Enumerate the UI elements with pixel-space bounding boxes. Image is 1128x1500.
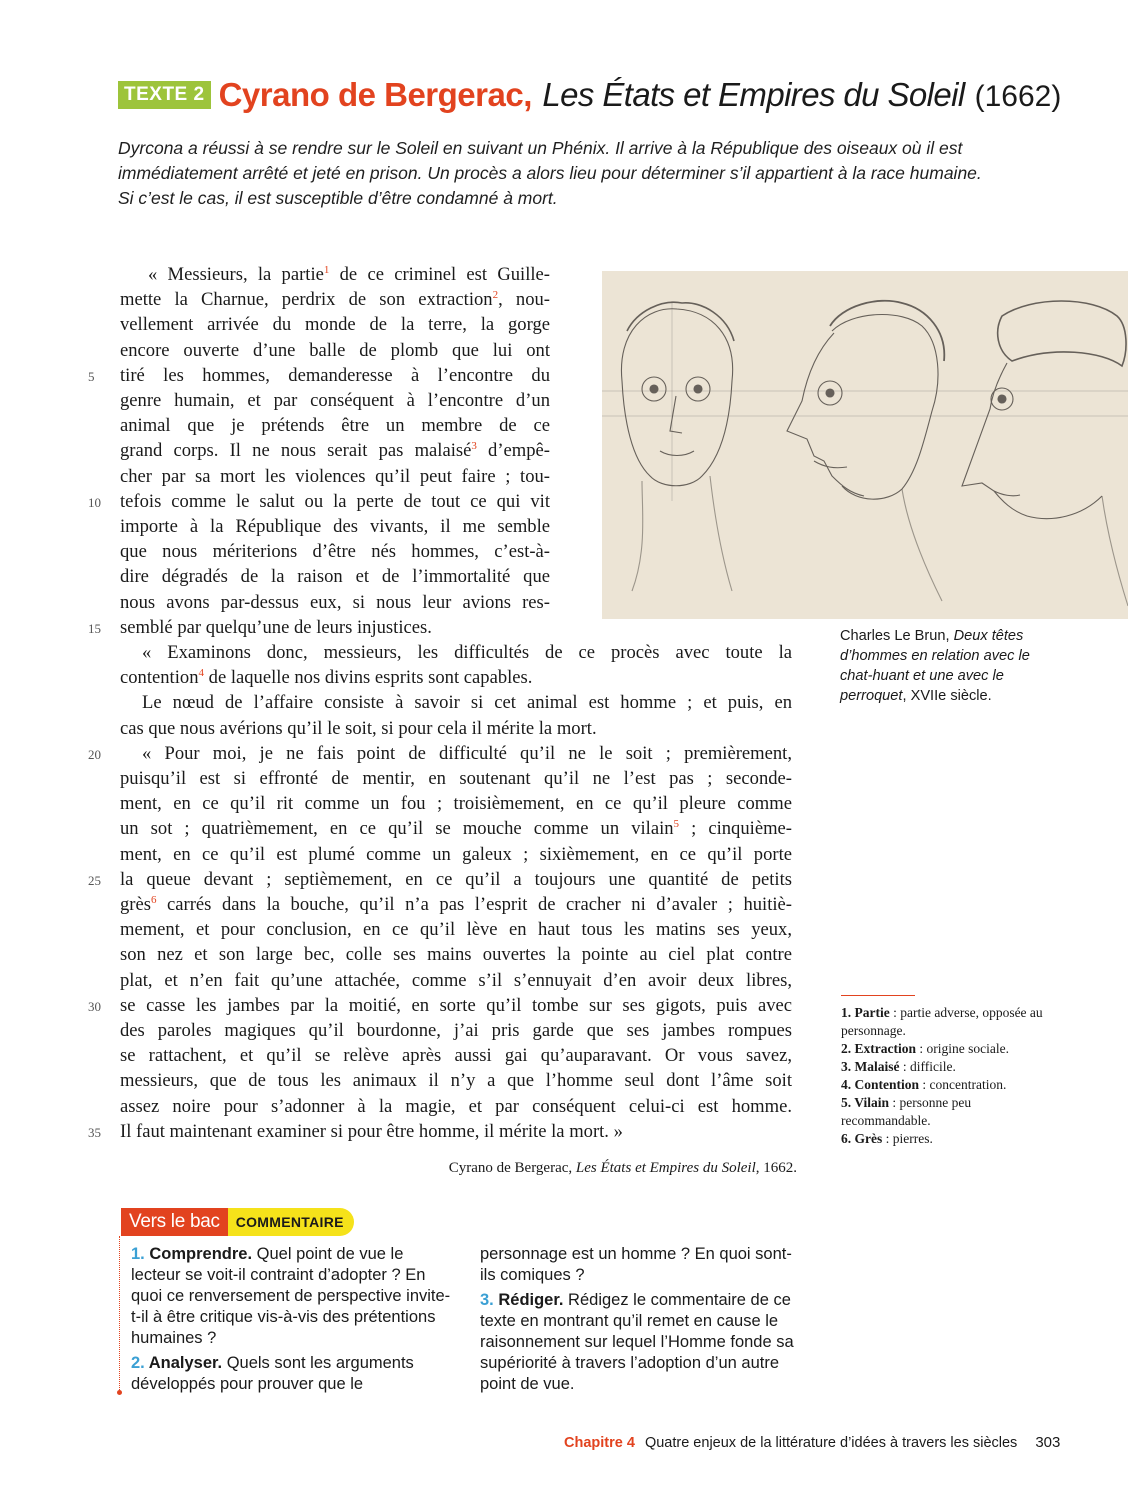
text-line: [120, 539, 550, 564]
text-line: [120, 1068, 792, 1093]
text-line: [120, 312, 550, 337]
text-line: [120, 1018, 792, 1043]
title-work: Les États et Empires du Soleil: [542, 76, 965, 113]
text-segment: la queue devant ; septièmement, en ce qu’il a toujours une quantité de petits: [120, 868, 792, 890]
text-line: [120, 464, 550, 489]
text-segment: « Messieurs, la partie: [148, 264, 324, 285]
text-line: [120, 665, 532, 690]
line-number: 10: [88, 494, 101, 510]
source-citation: Cyrano de Bergerac, Les États et Empires du Soleil, 1662.: [448, 1160, 797, 1176]
text-segment: puisqu’il est si effronté de mentir, en soutenant qu’il ne l’est pas ; seconde-: [120, 768, 792, 789]
text-segment: cher par sa mort les violences qu’il peut faire ; tou-: [120, 465, 550, 487]
footnote: 4. Contention : concentration.: [841, 1077, 1007, 1092]
text-line: [142, 741, 792, 766]
text-line: [120, 1119, 623, 1144]
footnote-ref: 4: [198, 667, 204, 679]
text-segment: son nez et son large bec, colle ses mains ouvertes la pointe au ciel plat contre: [120, 944, 792, 966]
footnote: 2. Extraction : origine sociale.: [841, 1041, 1009, 1056]
text-segment: cas que nous avérions qu’il le soit, si pour cela il mérite la mort.: [120, 717, 597, 739]
text-line: [120, 413, 550, 438]
text-segment: « Examinons donc, messieurs, les difficultés de ce procès avec toute la: [142, 642, 792, 663]
text-line: [120, 338, 550, 363]
line-number: 25: [88, 872, 101, 888]
text-segment: de laquelle nos divins esprits sont capables.: [204, 667, 533, 689]
text-line: [148, 262, 550, 287]
text-segment: grès: [120, 894, 151, 915]
text-line: [120, 816, 792, 841]
text-segment: semblé par quelqu’une de leurs injustices.: [120, 616, 432, 638]
text-header: [118, 76, 1062, 126]
text-line: [120, 363, 550, 388]
line-number: 30: [88, 998, 101, 1014]
text-segment: tiré les hommes, demanderesse à l’encontre du: [120, 364, 550, 386]
text-segment: plat, et n’en fait qu’une attachée, comme s’il s’ennuyait d’en avoir deux libres,: [120, 969, 792, 991]
text-segment: carrés dans la bouche, qu’il n’a pas l’esprit de cracher ni d’avaler ; huitiè-: [156, 894, 792, 915]
question-2: 2. Analyser. Quels sont les arguments développés pour prouver que le: [131, 1354, 414, 1393]
footnote-ref: 3: [471, 440, 477, 453]
text-line: [120, 842, 792, 867]
text-segment: « Pour moi, je ne fais point de difficulté qu’il ne le soit ; premièrement,: [142, 742, 792, 764]
bac-label: Vers le bac: [121, 1208, 228, 1236]
text-segment: des paroles magiques qu’il bourdonne, j’ai pris garde que ses jambes rompues: [120, 1020, 792, 1041]
text-segment: Il faut maintenant examiner si pour être homme, il mérite la mort. »: [120, 1120, 623, 1142]
text-line: [120, 564, 550, 589]
footnote: 6. Grès : pierres.: [841, 1131, 933, 1146]
text-segment: vellement arrivée du monde de la terre, la gorge: [120, 314, 550, 336]
bac-rule: [119, 1236, 121, 1394]
footer-title: Quatre enjeux de la littérature d’idées à travers les siècles: [644, 1435, 1018, 1451]
text-line: [120, 766, 792, 791]
text-line: [142, 640, 792, 665]
text-segment: nous avons par-dessus eux, si nous leur avions res-: [120, 591, 550, 613]
text-segment: ment, en ce qu’il rit comme un fou ; troisièmement, en ce qu’il pleure comme: [120, 793, 792, 815]
line-number: 5: [88, 368, 95, 384]
line-number: 20: [88, 746, 101, 762]
text-segment: dire dégradés de la raison et de l’immortalité que: [120, 566, 550, 588]
footnote-ref: 2: [492, 289, 499, 301]
text-segment: que nous mériterions d’être nés hommes, c’est-à-: [120, 541, 550, 563]
text-line: [120, 590, 550, 615]
bac-column-1: [131, 1244, 451, 1399]
bac-column-2: [480, 1244, 800, 1399]
notes-divider: [841, 995, 915, 996]
footnote: 1. Partie : partie adverse, opposée au personnage.: [841, 1005, 1043, 1038]
text-segment: un sot ; quatrièmement, en ce qu’il se mouche comme un vilain: [120, 818, 674, 840]
text-segment: d’empê-: [476, 440, 550, 462]
text-segment: importe à la République des vivants, il me semble: [120, 516, 550, 537]
question-2-continued: personnage est un homme ? En quoi sont-ils comiques ?: [480, 1245, 792, 1284]
text-segment: contention: [120, 667, 199, 689]
footnote: 3. Malaisé : difficile.: [841, 1059, 956, 1074]
text-segment: animal que je prétends être un membre de ce: [120, 415, 550, 437]
caption-century: , XVIIe siècle.: [902, 688, 992, 704]
text-segment: encore ouverte d’une balle de plomb que lui ont: [120, 339, 550, 361]
text-line: [120, 615, 432, 640]
footnote-ref: 5: [673, 818, 680, 831]
line-number: 15: [88, 620, 101, 636]
bac-tag: COMMENTAIRE: [228, 1208, 354, 1236]
footnote: 5. Vilain : personne peu recommandable.: [841, 1095, 972, 1128]
title-year: (1662): [974, 80, 1062, 113]
illustration-le-brun-heads: [602, 271, 1128, 619]
text-segment: assez noire pour s’adonner à la magie, et par conséquent celui-ci est homme.: [120, 1095, 792, 1117]
text-line: [120, 791, 792, 816]
text-segment: ment, en ce qu’il est plumé comme un galeux ; sixièmement, en ce qu’il porte: [120, 843, 792, 865]
text-line: [120, 489, 550, 514]
text-line: [120, 917, 792, 942]
text-segment: mement, et pour conclusion, en ce qu’il lève en haut tous les matins ses yeux,: [120, 919, 792, 941]
text-segment: se rattachent, et qu’il se relève après aussi gai qu’auparavant. Or vous savez,: [120, 1045, 792, 1067]
footnotes: [841, 1004, 1056, 1148]
text-line: [120, 942, 792, 967]
vers-le-bac-header: [121, 1208, 354, 1236]
text-segment: grand corps. Il ne nous serait pas malaisé: [120, 440, 472, 462]
text-line: [120, 993, 792, 1018]
title-author: Cyrano de Bergerac: [218, 76, 524, 113]
text-line: [120, 388, 550, 413]
text-line: [142, 690, 792, 715]
text-segment: Le nœud de l’affaire consiste à savoir si cet animal est homme ; et puis, en: [142, 692, 792, 714]
intro-paragraph: Dyrcona a réussi à se rendre sur le Soleil en suivant un Phénix. Il arrive à la République des oiseaux où il est immédiatement arrêté et jeté en prison. Un procès a alors lieu pour déterminer s’il appartient à la race humaine. Si c’est le cas, il est susceptible d’être condamné à mort.: [118, 138, 982, 208]
text-line: [120, 867, 792, 892]
page-footer: [564, 1434, 1060, 1451]
text-line: [120, 514, 550, 539]
bac-dot: [117, 1390, 122, 1395]
text-segment: se casse les jambes par la moitié, en sorte qu’il tombe sur ses gigots, puis avec: [120, 994, 792, 1016]
text-line: [120, 1094, 792, 1119]
question-3: 3. Rédiger. Rédigez le commentaire de ce texte en montrant qu’il remet en cause le raisonnement sur lequel l’Homme fonde sa supériorité à travers l’adoption d’un autre point de vue.: [480, 1291, 794, 1393]
footnote-ref: 6: [150, 893, 157, 906]
text-segment: messieurs, que de tous les animaux il n’y a que l’homme seul dont l’âme soit: [120, 1070, 792, 1092]
text-segment: , nou-: [498, 289, 550, 311]
illustration-caption: [840, 626, 1060, 706]
text-segment: genre humain, et par conséquent à l’encontre d’un: [120, 390, 550, 411]
page-number: 303: [1035, 1434, 1061, 1451]
text-line: [120, 438, 550, 463]
text-line: [120, 1043, 792, 1068]
title-separator: ,: [523, 76, 533, 113]
footer-chapter: Chapitre 4: [564, 1435, 635, 1451]
text-segment: tefois comme le salut ou la perte de tout ce qui vit: [120, 490, 550, 512]
text-segment: ; cinquième-: [679, 818, 792, 840]
question-1: 1. Comprendre. Quel point de vue le lecteur se voit-il contraint d’adopter ? En quoi ce renversement de perspective invite-t-il à être critique vis-à-vis des prétentions humaines ?: [131, 1245, 451, 1347]
text-line: [120, 716, 597, 741]
text-segment: de ce criminel est Guille-: [329, 264, 550, 285]
sketch-drawing: [602, 271, 1128, 619]
text-line: [120, 892, 792, 917]
text-segment: mette la Charnue, perdrix de son extraction: [120, 289, 493, 311]
text-line: [120, 287, 550, 312]
texte-badge: TEXTE 2: [118, 81, 211, 109]
line-number: 35: [88, 1124, 101, 1140]
caption-title: Deux têtes d’hommes en relation avec le chat-huant et une avec le perroquet: [840, 628, 1030, 704]
caption-author: Charles Le Brun,: [840, 628, 954, 644]
footnote-ref: 1: [323, 263, 330, 276]
text-line: [120, 968, 792, 993]
